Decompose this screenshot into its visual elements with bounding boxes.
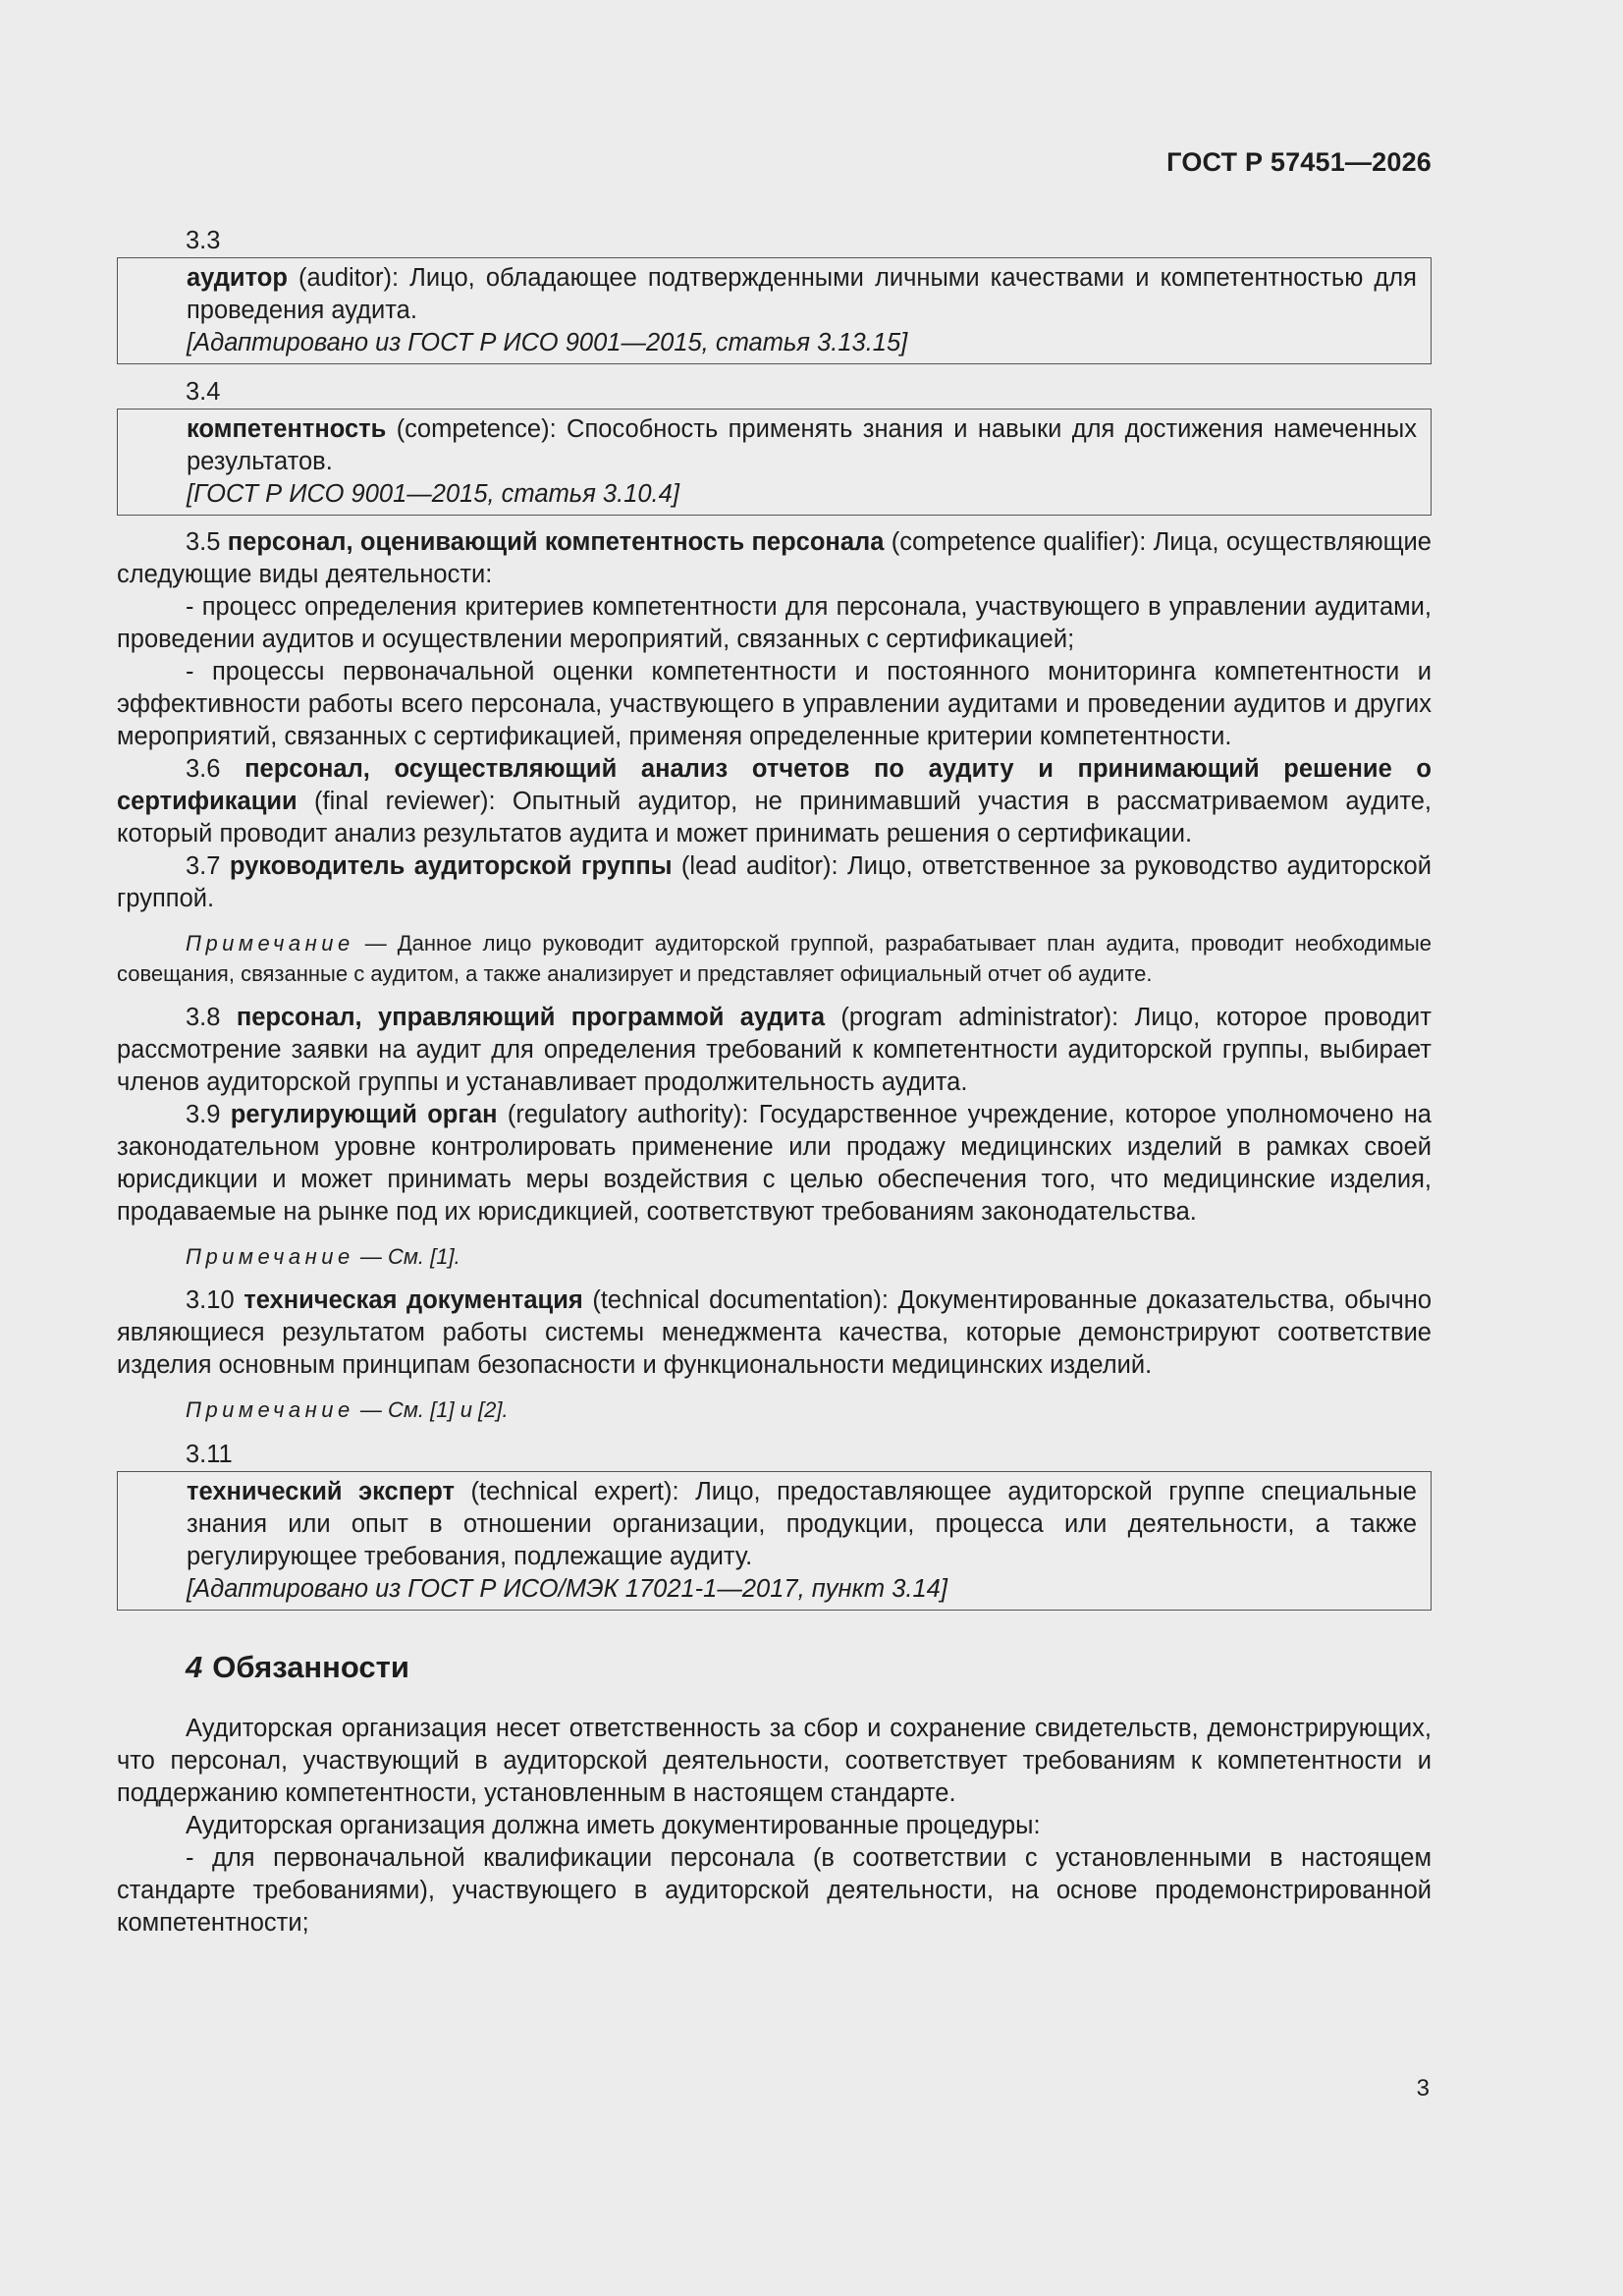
note-text: См. [1].	[387, 1244, 460, 1269]
term-paragraph	[117, 526, 1432, 591]
term-definition-text: : Лицо, обладающее подтвержденными личными качествами и компетентностью для проведения аудита.	[187, 264, 1417, 324]
term-number: 3.5	[186, 528, 228, 556]
term-english: (competence qualifier)	[884, 528, 1140, 556]
section-heading	[117, 1648, 1432, 1687]
list-item: - процесс определения критериев компетентности для персонала, участвующего в управлении аудитами, проведении аудитов и осуществлении мероприятий, связанных с сертификацией;	[117, 593, 1432, 653]
term-source: [Адаптировано из ГОСТ Р ИСО 9001—2015, статья 3.13.15]	[187, 329, 908, 356]
body-paragraph: Аудиторская организация несет ответственность за сбор и сохранение свидетельств, демонстрирующих, что персонал, участвующий в аудиторской деятельности, соответствует требованиям к компетентности и поддержанию компетентности, установленным в настоящем стандарте.	[117, 1715, 1432, 1807]
term-definition-text: : Государственное учреждение, которое уполномочено на законодательном уровне контролировать применение или продажу медицинских изделий в рамках своей юрисдикции и может принимать меры воздействия с целью обеспечения того, что медицинские изделия, продаваемые на рынке под их юрисдикцией, соответствуют требованиям законодательства.	[117, 1101, 1432, 1226]
term-definition-text: : Лицо, которое проводит рассмотрение заявки на аудит для определения требований к компетентности аудиторской группы, выбирает членов аудиторской группы и устанавливает продолжительность аудита.	[117, 1004, 1432, 1096]
term-definition	[187, 1476, 1417, 1573]
note-text: Данное лицо руководит аудиторской группой, разрабатывает план аудита, проводит необходимые совещания, связанные с аудитом, а также анализирует и представляет официальный отчет об аудите.	[117, 931, 1432, 986]
note-label: Примечание	[186, 1397, 354, 1422]
term-definition-text: : Документированные доказательства, обычно являющиеся результатом работы системы менеджмента качества, которые демонстрируют соответствие изделия основным принципам безопасности и функциональности медицинских изделий.	[117, 1286, 1433, 1379]
term-definition-text: : Лицо, ответственное за руководство аудиторской группой.	[117, 852, 1432, 912]
term-definition-box	[117, 257, 1432, 364]
section-title: Обязанности	[212, 1650, 409, 1684]
note	[117, 1241, 1432, 1272]
term-title: технический эксперт	[187, 1478, 456, 1505]
term-title: персонал, осуществляющий анализ отчетов по аудиту и принимающий решение о сертификации	[117, 755, 1432, 815]
term-number: 3.3	[186, 227, 221, 254]
note-label: Примечание	[186, 931, 354, 956]
term-english: (final reviewer)	[297, 788, 489, 815]
note	[117, 1394, 1432, 1425]
term-definition	[187, 262, 1417, 327]
list-item: - для первоначальной квалификации персонала (в соответствии с установленными в настоящем стандарте требованиями), участвующего в аудиторской деятельности, на основе продемонстрированной компетентности;	[117, 1844, 1432, 1937]
note-dash: —	[353, 1244, 388, 1269]
term-english: (auditor)	[287, 264, 392, 292]
note-label: Примечание	[186, 1244, 354, 1269]
term-paragraph	[117, 753, 1432, 850]
term-number: 3.9	[186, 1101, 231, 1128]
term-title: персонал, оценивающий компетентность персонала	[227, 528, 885, 556]
note	[117, 928, 1432, 989]
term-number: 3.4	[186, 378, 221, 406]
page-content	[117, 224, 1432, 1940]
term-title: аудитор	[187, 264, 288, 292]
term-definition-text: : Способность применять знания и навыки для достижения намеченных результатов.	[187, 415, 1417, 475]
term-definition-text: : Опытный аудитор, не принимавший участия в рассматриваемом аудите, который проводит анализ результатов аудита и может принимать решения о сертификации.	[117, 788, 1432, 847]
term-title: регулирующий орган	[230, 1101, 498, 1128]
term-number: 3.6	[186, 755, 245, 783]
term-number: 3.11	[186, 1441, 233, 1468]
note-dash: —	[353, 931, 398, 956]
term-english: (program administrator)	[825, 1004, 1112, 1031]
term-number: 3.10	[186, 1286, 244, 1314]
term-paragraph	[117, 1099, 1432, 1229]
term-title: руководитель аудиторской группы	[229, 852, 673, 880]
term-definition	[187, 413, 1417, 478]
term-number: 3.7	[186, 852, 230, 880]
term-paragraph	[117, 1002, 1432, 1099]
note-dash: —	[353, 1397, 388, 1422]
term-source: [ГОСТ Р ИСО 9001—2015, статья 3.10.4]	[187, 480, 679, 508]
document-code-header: ГОСТ Р 57451—2026	[1166, 147, 1432, 177]
term-title: техническая документация	[243, 1286, 583, 1314]
body-paragraph: Аудиторская организация должна иметь документированные процедуры:	[186, 1812, 1041, 1839]
term-source: [Адаптировано из ГОСТ Р ИСО/МЭК 17021-1—2017, пункт 3.14]	[187, 1575, 947, 1603]
section-number: 4	[186, 1650, 203, 1684]
term-definition-box	[117, 1471, 1432, 1611]
term-number: 3.8	[186, 1004, 237, 1031]
term-english: (competence)	[386, 415, 550, 443]
page-number: 3	[1416, 2075, 1430, 2102]
term-title: персонал, управляющий программой аудита	[236, 1004, 826, 1031]
term-paragraph	[117, 1285, 1432, 1382]
term-definition-text: : Лица, осуществляющие следующие виды деятельности:	[117, 528, 1432, 588]
list-item: - процессы первоначальной оценки компетентности и постоянного мониторинга компетентности и эффективности работы всего персонала, участвующего в управлении аудитами и проведении аудитов и других мероприятий, связанных с сертификацией, применяя определенные критерии компетентности.	[117, 658, 1432, 750]
term-english: (technical expert)	[455, 1478, 673, 1505]
term-english: (regulatory authority)	[497, 1101, 742, 1128]
term-definition-text: : Лицо, предоставляющее аудиторской группе специальные знания или опыт в отношении организации, продукции, процесса или деятельности, а также регулирующее требования, подлежащие аудиту.	[187, 1478, 1417, 1570]
term-english: (lead auditor)	[672, 852, 832, 880]
term-paragraph	[117, 850, 1432, 915]
note-text: См. [1] и [2].	[387, 1397, 509, 1422]
term-title: компетентность	[187, 415, 387, 443]
term-english: (technical documentation)	[582, 1286, 882, 1314]
term-definition-box	[117, 409, 1432, 516]
